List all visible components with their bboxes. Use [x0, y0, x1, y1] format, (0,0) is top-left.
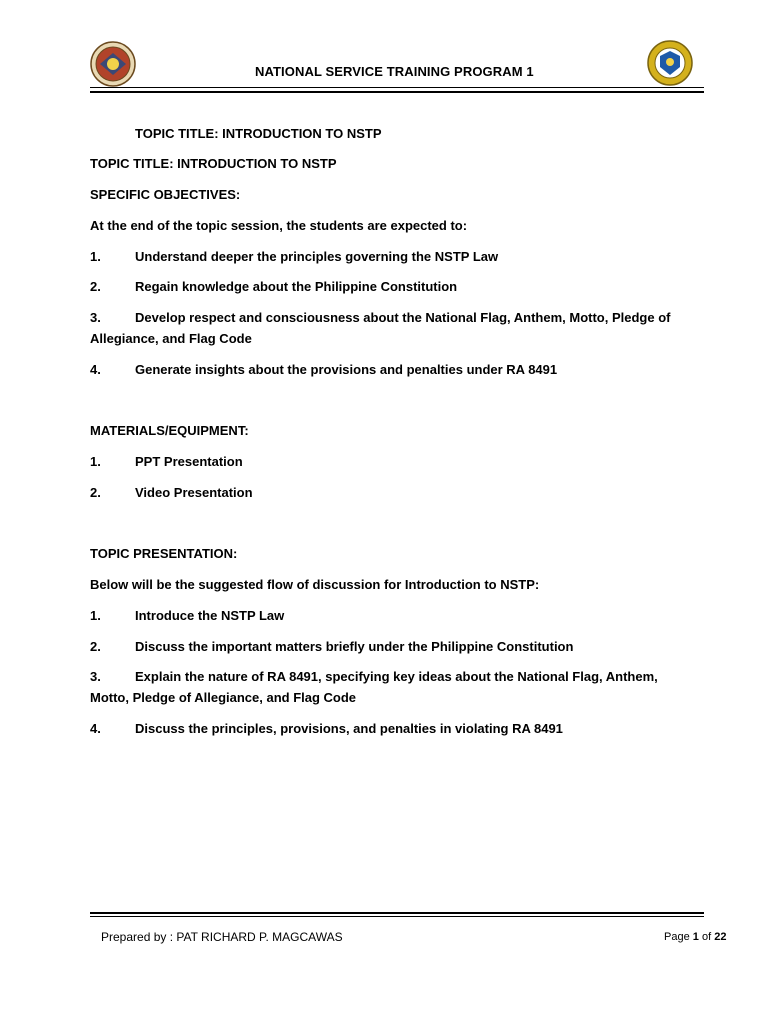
material-number: 1. — [90, 454, 101, 469]
footer-rule-thin — [90, 916, 704, 917]
presentation-number: 3. — [90, 669, 101, 684]
school-seal-left-logo — [90, 41, 136, 87]
indented-topic-title: TOPIC TITLE: INTRODUCTION TO NSTP — [135, 126, 382, 141]
document-header-title: NATIONAL SERVICE TRAINING PROGRAM 1 — [255, 64, 534, 79]
objective-number: 2. — [90, 279, 101, 294]
presentation-text: Introduce the NSTP Law — [135, 608, 285, 623]
presentation-text: Discuss the principles, provisions, and penalties in violating RA 8491 — [135, 721, 563, 736]
page-number — [664, 931, 726, 943]
prepared-by: Prepared by : PAT RICHARD P. MAGCAWAS — [101, 930, 343, 944]
presentation-text: Explain the nature of RA 8491, specifying key ideas about the National Flag, Anthem, — [135, 669, 658, 684]
presentation-text: Discuss the important matters briefly under the Philippine Constitution — [135, 639, 574, 654]
college-seal-right-logo — [647, 40, 693, 86]
materials-heading: MATERIALS/EQUIPMENT: — [90, 423, 249, 438]
material-text: Video Presentation — [135, 485, 253, 500]
header-rule-thin — [90, 87, 704, 88]
objective-number: 3. — [90, 310, 101, 325]
footer-rule-thick — [90, 912, 704, 914]
objective-text-continued: Allegiance, and Flag Code — [90, 331, 252, 346]
presentation-heading: TOPIC PRESENTATION: — [90, 546, 238, 561]
objectives-heading: SPECIFIC OBJECTIVES: — [90, 187, 241, 202]
page-of: of — [701, 931, 712, 943]
topic-title: TOPIC TITLE: INTRODUCTION TO NSTP — [90, 156, 337, 171]
page-label: Page — [664, 931, 690, 943]
objective-text: Regain knowledge about the Philippine Constitution — [135, 279, 458, 294]
presentation-number: 1. — [90, 608, 101, 623]
page-total: 22 — [714, 931, 727, 943]
presentation-intro: Below will be the suggested flow of discussion for Introduction to NSTP: — [90, 577, 540, 592]
material-number: 2. — [90, 485, 101, 500]
objective-number: 1. — [90, 249, 101, 264]
header-rule-thick — [90, 91, 704, 93]
objective-text: Understand deeper the principles governing the NSTP Law — [135, 249, 499, 264]
presentation-text-continued: Motto, Pledge of Allegiance, and Flag Code — [90, 690, 357, 705]
presentation-number: 2. — [90, 639, 101, 654]
objective-number: 4. — [90, 362, 101, 377]
presentation-number: 4. — [90, 721, 101, 736]
material-text: PPT Presentation — [135, 454, 243, 469]
objective-text: Develop respect and consciousness about the National Flag, Anthem, Motto, Pledge of — [135, 310, 671, 325]
page-current: 1 — [692, 931, 699, 943]
objectives-intro: At the end of the topic session, the students are expected to: — [90, 218, 468, 233]
objective-text: Generate insights about the provisions and penalties under RA 8491 — [135, 362, 558, 377]
